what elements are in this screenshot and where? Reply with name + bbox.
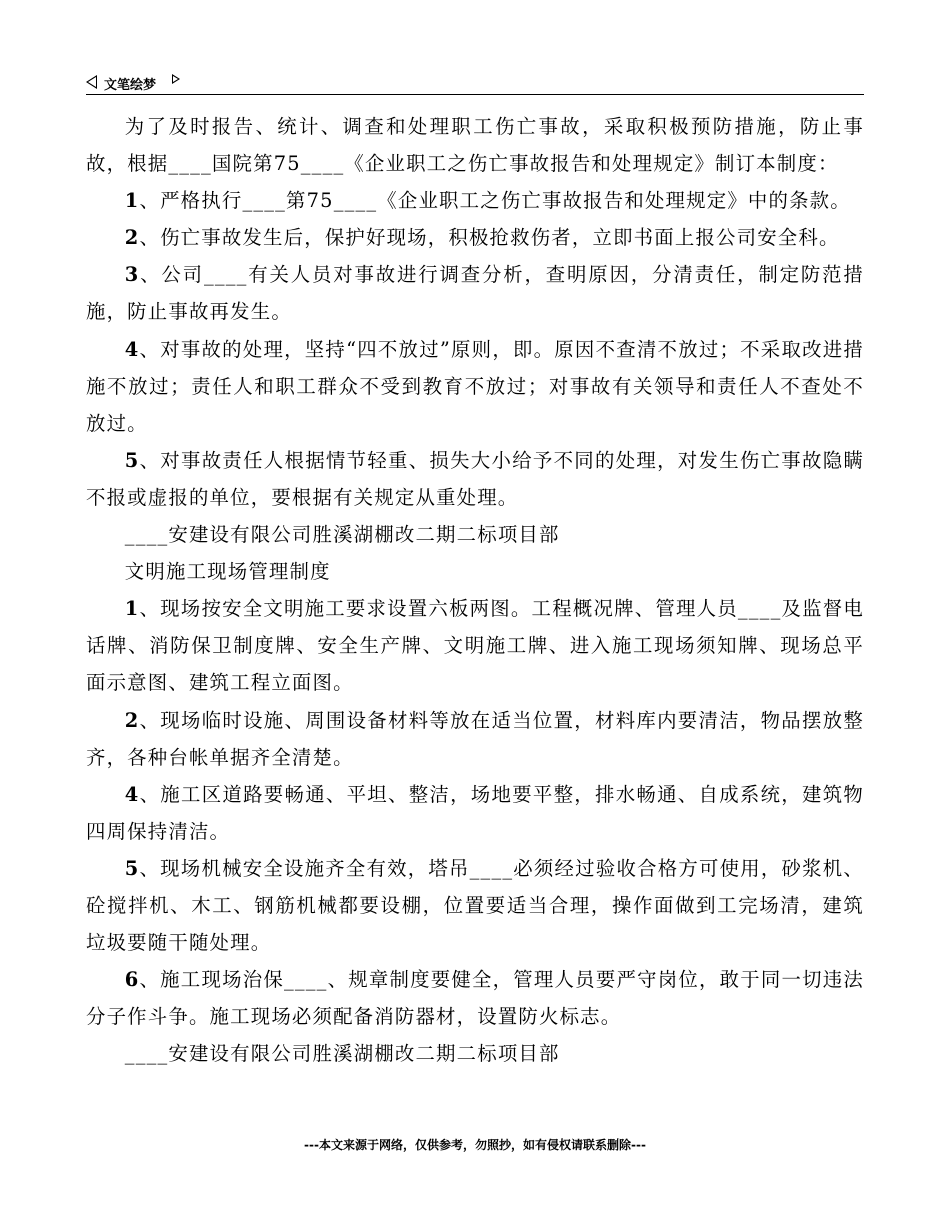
paragraph: 6、施工现场治保____、规章制度要健全，管理人员要严守岗位，敢于同一切违法分子作斗争。施工现场必须配备消防器材，设置防火标志。 <box>86 968 864 1029</box>
page-footer: ---本文来源于网络，仅供参考，勿照抄，如有侵权请联系删除--- <box>304 1138 646 1152</box>
paragraph: 5、对事故责任人根据情节轻重、损失大小给予不同的处理，对发生伤亡事故隐瞒不报或虚报的单位，要根据有关规定从重处理。 <box>86 448 864 509</box>
paragraph: 为了及时报告、统计、调查和处理职工伤亡事故，采取积极预防措施，防止事故，根据____国院第75____《企业职工之伤亡事故报告和处理规定》制订本制度： <box>86 115 864 176</box>
paragraph: 2、现场临时设施、周围设备材料等放在适当位置，材料库内要清洁，物品摆放整齐，各种台帐单据齐全清楚。 <box>86 708 864 769</box>
paragraph: 5、现场机械安全设施齐全有效，塔吊____必须经过验收合格方可使用，砂浆机、砼搅拌机、木工、钢筋机械都要设棚，位置要适当合理，操作面做到工完场清，建筑垃圾要随干随处理。 <box>86 856 864 955</box>
paragraph: 3、公司____有关人员对事故进行调查分析，查明原因，分清责任，制定防范措施，防止事故再发生。 <box>86 263 864 324</box>
company-signature: ____安建设有限公司胜溪湖棚改二期二标项目部 <box>124 1042 560 1066</box>
triangle-right-icon <box>172 74 180 84</box>
paragraph: 2、伤亡事故发生后，保护好现场，积极抢救伤者，立即书面上报公司安全科。 <box>124 226 840 250</box>
paragraph: 1、现场按安全文明施工要求设置六板两图。工程概况牌、管理人员____及监督电话牌、消防保卫制度牌、安全生产牌、文明施工牌、进入施工现场须知牌、现场总平面示意图、建筑工程立面图。 <box>86 597 864 695</box>
paragraph: 4、施工区道路要畅通、平坦、整洁，场地要平整，排水畅通、自成系统，建筑物四周保持清洁。 <box>86 782 864 843</box>
triangle-left-icon <box>86 75 97 89</box>
page-header <box>86 72 864 95</box>
section-title: 文明施工现场管理制度 <box>124 560 331 584</box>
company-signature: ____安建设有限公司胜溪湖棚改二期二标项目部 <box>124 523 560 547</box>
header-title: 文笔绘梦 <box>104 78 157 93</box>
document-body <box>86 108 864 1072</box>
paragraph: 4、对事故的处理，坚持“四不放过”原则，即。原因不查清不放过；不采取改进措施不放过；责任人和职工群众不受到教育不放过；对事故有关领导和责任人不查处不放过。 <box>86 337 864 435</box>
paragraph: 1、严格执行____第75____《企业职工之伤亡事故报告和处理规定》中的条款。 <box>124 189 851 213</box>
